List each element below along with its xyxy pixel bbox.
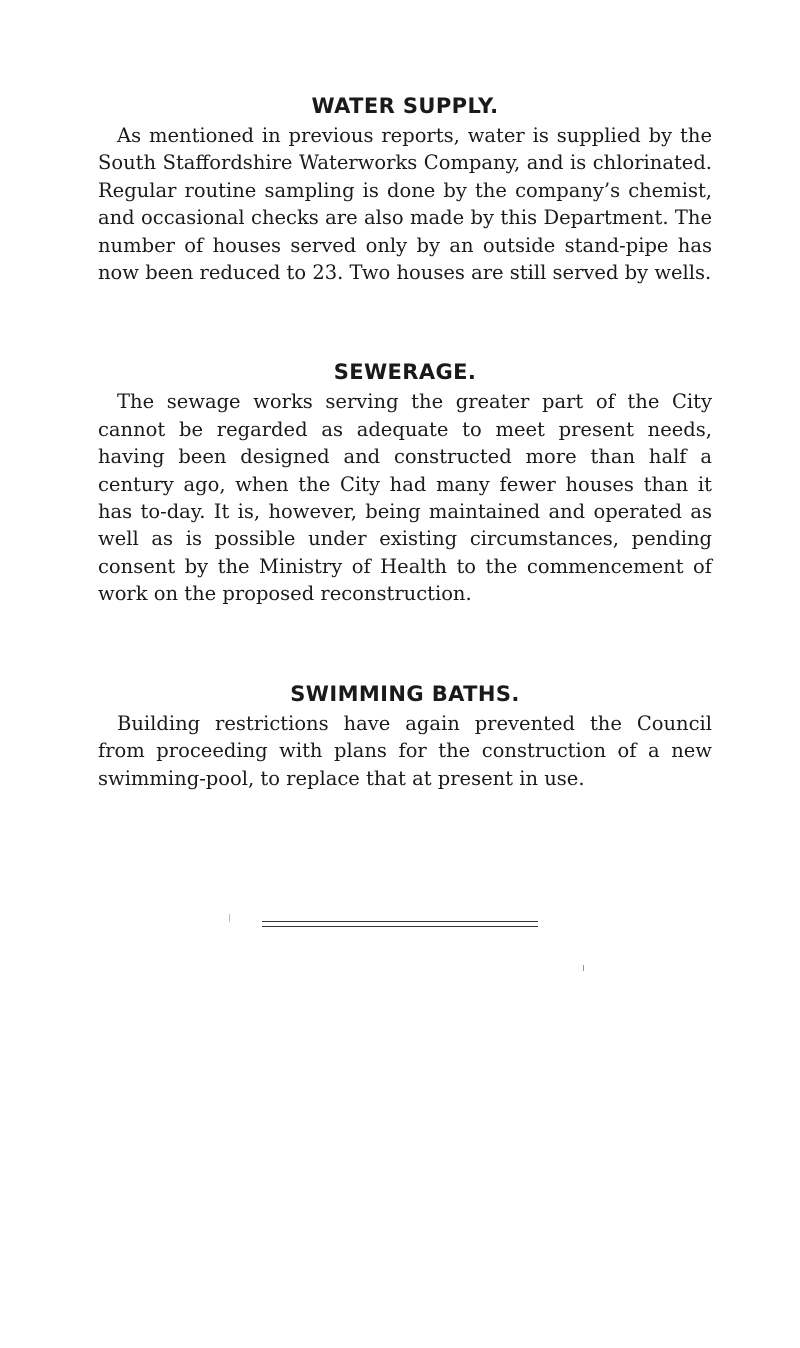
scan-speck-left (229, 914, 230, 922)
section-sewerage (98, 356, 712, 607)
rule-line-top (262, 921, 538, 922)
scan-speck-right (583, 965, 584, 971)
section-swimming-baths (98, 678, 712, 792)
paragraph-sewerage: The sewage works serving the greater part of the City cannot be regarded as adequate to meet present needs, having been designed and constructed more than half a century ago, when the City had many fewer houses than it has to-day. It is, however, being maintained and operated as well as is possible under existing circumstances, pending consent by the Ministry of Health to the commencement of work on the proposed reconstruction. (98, 390, 712, 606)
paragraph-water-supply: As mentioned in previous reports, water is supplied by the South Staffordshire Waterworks Company, and is chlorinated. Regular routine sampling is done by the company’s chemist, and occasional checks are also made by this Department. The number of houses served only by an outside stand-pipe has now been reduced to 23. Two houses are still served by wells. (98, 124, 712, 285)
section-water-supply (98, 90, 712, 286)
document-page (98, 90, 712, 792)
heading-swimming-baths: SWIMMING BATHS. (290, 681, 520, 706)
rule-line-bottom (262, 926, 538, 927)
heading-sewerage: SEWERAGE. (333, 360, 477, 385)
paragraph-swimming-baths: Building restrictions have again prevented the Council from proceeding with plans for the construction of a new swimming-pool, to replace that at present in use. (98, 711, 712, 790)
heading-water-supply: WATER SUPPLY. (311, 94, 499, 118)
closing-double-rule (262, 921, 538, 931)
